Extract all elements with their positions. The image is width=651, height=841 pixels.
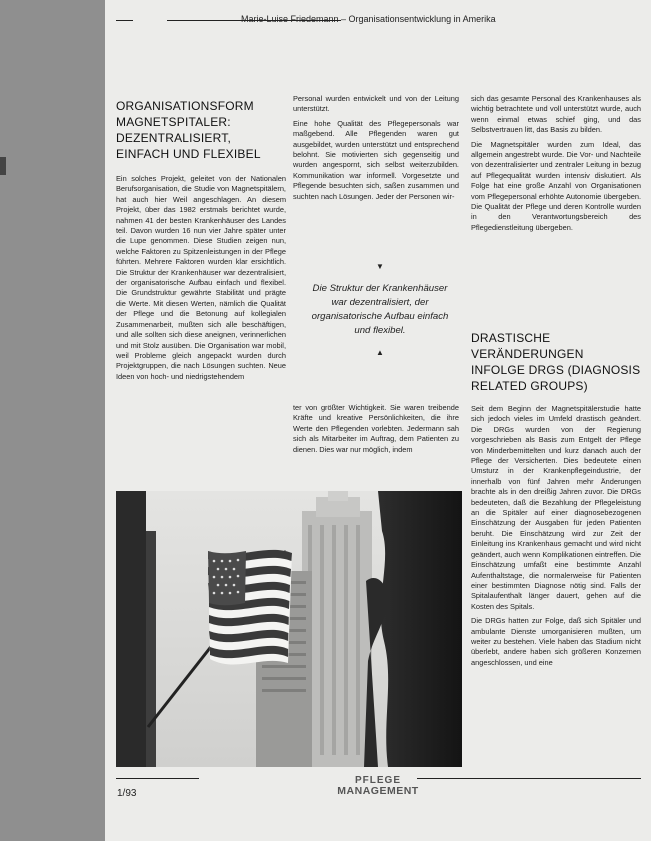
american-flag-photo bbox=[116, 491, 462, 767]
magazine-logo-line2: MANAGEMENT bbox=[337, 785, 419, 797]
magazine-logo bbox=[323, 776, 433, 796]
page-edge-tab bbox=[0, 157, 6, 175]
paragraph-drgs-beginn: Seit dem Beginn der Magnetspitälerstudie hatte sich jedoch vieles im Umfeld drastisch geändert. Die DRGs wurden von der Regierung vorgeschrieben als Basis zum Entgelt der Pflege von Minderbemittelten und kurz danach auch der Pflege der Versicherten. Dies bedeutete einen Umsturz in der Krankenpflegeindustrie, der innerhalb von fünf Jahren mehr Änderungen brachte als in den dreißig Jahren zuvor. Die DRGs bedeuteten, daß die Bezahlung der Pflegeleistung an die Spitäler auf einer diagnosebezogenen Einschätzung der Ausgaben für jeden Patienten beruht. Die Einschätzung wird zur Zeit der Einleitung ins Krankenhaus gemacht und wird nicht geändert, auch wenn Komplikationen eintreffen. Die Einschätzung umfaßt eine bestimmte Anzahl Aufenthaltstage, die normalerweise für Patienten einer bestimmten Diagnose nötig sind. Falls der Spitalaufenthalt länger dauert, gehen auf die Kosten des Spitals. bbox=[471, 404, 641, 611]
pull-quote bbox=[305, 262, 455, 368]
flag-photo-graphic bbox=[116, 491, 462, 767]
footer-rule-right bbox=[417, 778, 641, 779]
page-number: 1/93 bbox=[117, 788, 137, 799]
section-heading-drgs: DRASTISCHE VERÄNDERUNGEN INFOLGE DRGS (DIAGNOSIS RELATED GROUPS) bbox=[471, 331, 641, 393]
column-2-lower bbox=[293, 403, 459, 455]
paragraph-drgs-folge: Die DRGs hatten zur Folge, daß sich Spitäler und ambulante Dienste umorganisieren mußten, um weiter zu bestehen. Viele haben das Stadium nicht überlebt, andere haben sich größeren Konzernen angeschlossen, und eine bbox=[471, 616, 641, 667]
footer-rule-left bbox=[116, 778, 199, 779]
paragraph-magnetspitaler: Ein solches Projekt, geleitet von der Nationalen Berufsorganisation, die Studie von Magnetspitälern, hat auch hier Weil angeschlagen. An diesem Projekt, über das 1982 erstmals berichtet wurde, nahmen 41 der besten Krankenhäuser des Landes teil. Davon wurden 16 nun vier Jahre später unter die Lupe genommen. Diese Studien zeigen nun, welche Faktoren zu Spitzenleistungen in der Pflege führten. Mehrere Faktoren wurden klar ersichtlich. Die Struktur der Krankenhäuser war dezentralisiert, der organisatorische Aufbau einfach und flexibel. Die Grundstruktur gewährte Stabilität und prägte die Werte. Mit diesen Werten, nämlich die Qualität der Pflege und die Betonung auf kollegialen Zusammenarbeit, mußten sich alle beschäftigen, und alle sollten sich diese aneignen, verinnerlichen und mit Stolz ausüben. Die Organisation war mobil, weil Probleme gleich angepackt wurden durch Projektgruppen, die nach Lösungen suchten. Neue Ideen von hoch- und niedrigstehendem bbox=[116, 174, 286, 381]
column-3-lower bbox=[471, 330, 641, 672]
pull-quote-marker-bottom: ▲ bbox=[376, 348, 384, 357]
magazine-logo-line1: PFLEGE bbox=[354, 775, 401, 786]
running-header: Marie-Luise Friedemann – Organisationsentwicklung in Amerika bbox=[241, 14, 496, 24]
section-heading-magnetspitaler: ORGANISATIONSFORM MAGNETSPITALER: DEZENTRALISIERT, EINFACH UND FLEXIBEL bbox=[116, 99, 261, 161]
paragraph-qualitat: Eine hohe Qualität des Pflegepersonals war maßgebend. Alle Pflegenden waren gut ausgebildet, wurden unterstützt und entsprechend belohnt. Sie motivierten sich gegenseitig und wurden angespornt, sich selbst weiterzubilden. Kommunikation war informell. Vorgesetzte und Pflegende besuchten sich, saßen zusammen und suchten nach Lösungen. Jeder der Personen wir- bbox=[293, 118, 459, 201]
pull-quote-marker-top: ▼ bbox=[376, 262, 384, 271]
paragraph-treibende-krafte: ter von größter Wichtigkeit. Sie waren treibende Kräfte und kreative Persönlichkeiten, die ihre Werte den Pflegenden vorlebten. Jedermann sah sich als Mitarbeiter im Auftrag, dem Patienten zu dienen. Dies war nur möglich, indem bbox=[293, 403, 459, 454]
header-rule-left bbox=[116, 20, 133, 21]
column-1 bbox=[116, 98, 286, 386]
paragraph-personal: Personal wurden entwickelt und von der Leitung unterstützt. bbox=[293, 94, 459, 114]
paragraph-gesamte-personal: sich das gesamte Personal des Krankenhauses als wichtig betrachtete und voll unterstützt wurde, auch wenn einmal etwas schief ging, und das Selbstvertrauen litt, das Basis zu bilden. bbox=[471, 94, 641, 135]
magazine-page bbox=[105, 0, 651, 841]
paragraph-ideal: Die Magnetspitäler wurden zum Ideal, das allgemein angestrebt wurde. Die Vor- und Nachteile von dezentralisierter und zentraler Leitung in bezug auf Pflegequalität wurden intensiv diskutiert. Als Folge hat eine große Anzahl von Organisationen vom Pflegepersonal erhöhte Autonomie übergeben. Die Qualität der Pflege und deren Kontrolle wurden in den Verantwortungsbereich des Pflegedienstleitung übergeben. bbox=[471, 139, 641, 232]
column-3 bbox=[471, 94, 641, 237]
column-2 bbox=[293, 94, 459, 206]
pull-quote-text: Die Struktur der Krankenhäuser war dezentralisiert, der organisatorische Aufbau einfach und flexibel. bbox=[311, 283, 449, 336]
